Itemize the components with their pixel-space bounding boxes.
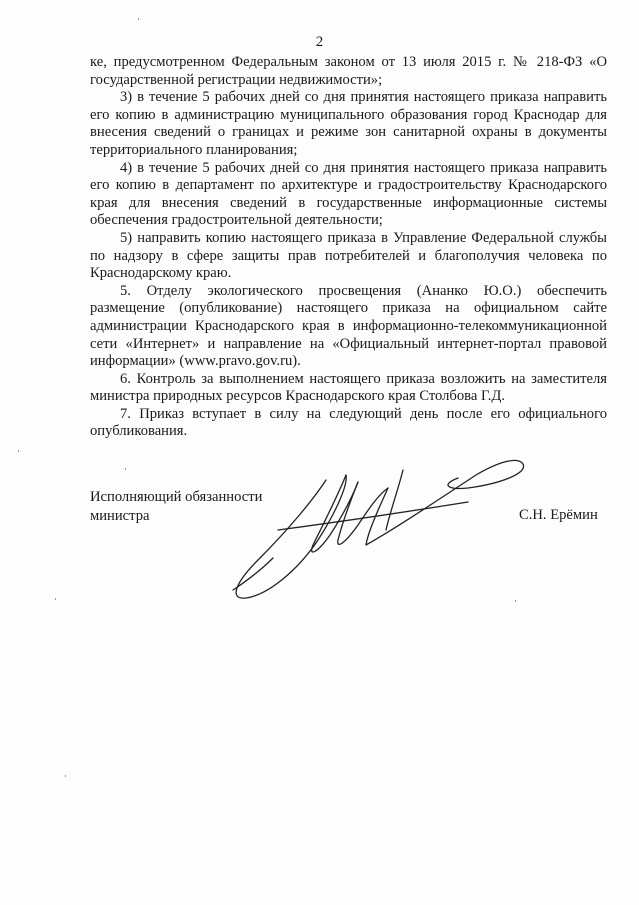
scan-speck [138,18,139,20]
document-body [90,54,607,441]
handwritten-signature [218,440,558,610]
scan-speck [65,775,66,777]
paragraph-item-4: 4) в течение 5 рабочих дней со дня принятия настоящего приказа направить его копию в департамент по архитектуре и градостроительству Краснодарского края для внесения сведений в государственные информационные системы обеспечения градостроительной деятельности; [90,159,607,229]
scan-speck [125,468,126,470]
scan-speck [55,598,56,600]
signatory-position-line1: Исполняющий обязанности [90,489,263,505]
page-number: 2 [315,34,324,50]
paragraph-item-5-sub: 5) направить копию настоящего приказа в Управление Федеральной службы по надзору в сфере защиты прав потребителей и благополучия человека по Краснодарскому краю. [90,229,607,282]
scan-speck [515,600,516,602]
paragraph-clause-7: 7. Приказ вступает в силу на следующий день после его официального опубликования. [90,405,607,440]
paragraph-continuation: ке, предусмотренном Федеральным законом от 13 июля 2015 г. № 218-ФЗ «О государственной регистрации недвижимости»; [90,54,607,88]
paragraph-clause-5: 5. Отделу экологического просвещения (Ананко Ю.О.) обеспечить размещение (опубликование) настоящего приказа на официальном сайте администрации Краснодарского края в информационно-телекоммуникационной сети «Интернет» и направление на «Официальный интернет-портал правовой информации» (www.pravo.gov.ru). [90,282,607,370]
scan-speck [18,450,19,452]
paragraph-clause-6: 6. Контроль за выполнением настоящего приказа возложить на заместителя министра природных ресурсов Краснодарского края Столбова Г.Д. [90,370,607,405]
signatory-name: С.Н. Ерёмин [519,507,598,523]
signatory-position-line2: министра [90,508,150,524]
paragraph-item-3: 3) в течение 5 рабочих дней со дня принятия настоящего приказа направить его копию в администрацию муниципального образования город Краснодар для внесения сведений о границах и режиме зон санитарной охраны в документы территориального планирования; [90,89,607,158]
